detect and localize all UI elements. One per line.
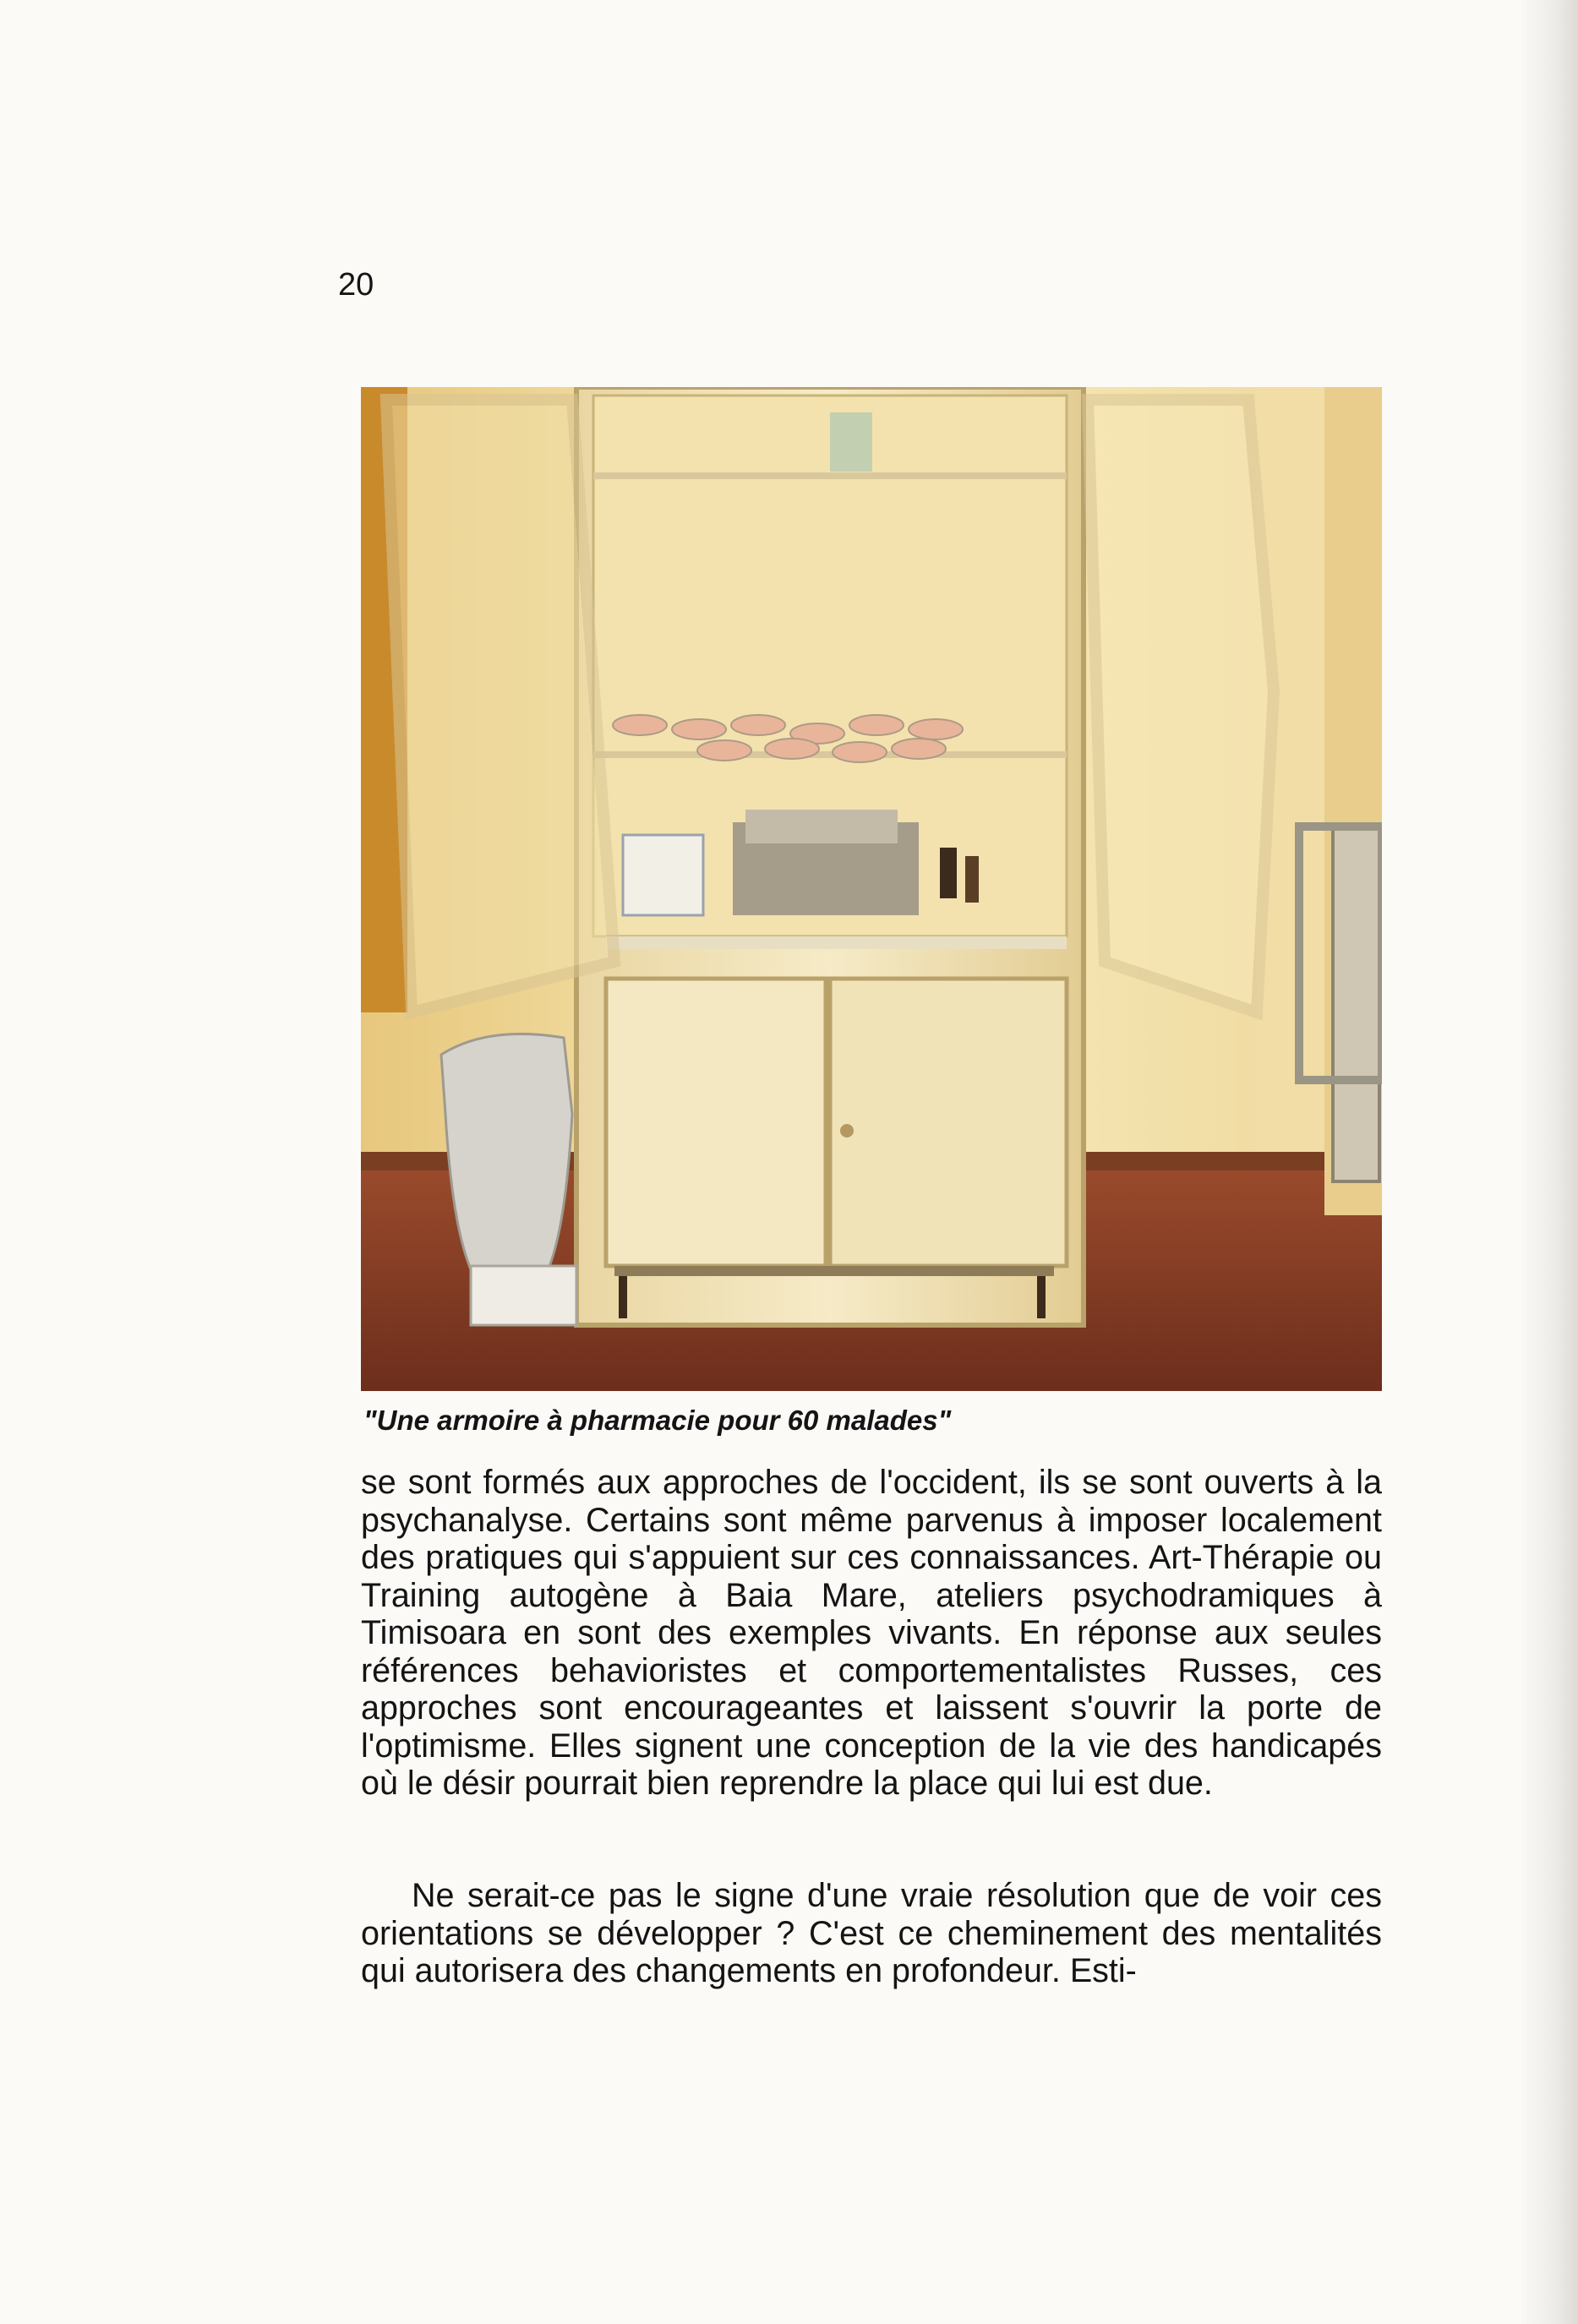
body-paragraph-1: se sont formés aux approches de l'occident, ils se sont ouverts à la psychanalyse. Certains sont même parvenus à imposer localement des pratiques qui s'appuient sur ces connaissances. Art-Thérapie ou Training autogène à Baia Mare, ateliers psychodramiques à Timisoara en sont des exemples vivants. En réponse aux seules références behavioristes et comportementalistes Russes, ces approches sont encourageantes et laissent s'ouvrir la porte de l'optimisme. Elles signent une conception de la vie des handicapés où le désir pourrait bien reprendre la place qui lui est due. [361, 1464, 1382, 1802]
page-edge-shadow [1519, 0, 1578, 2324]
pharmacy-cabinet-illustration [361, 387, 1382, 1391]
page-number: 20 [338, 267, 374, 303]
photo-caption: "Une armoire à pharmacie pour 60 malades" [363, 1405, 952, 1436]
pharmacy-cabinet-photo [361, 387, 1382, 1391]
body-paragraph-2: Ne serait-ce pas le signe d'une vraie résolution que de voir ces orientations se développer ? C'est ce cheminement des mentalités qui autorisera des changements en profondeur. Esti- [361, 1877, 1382, 1989]
